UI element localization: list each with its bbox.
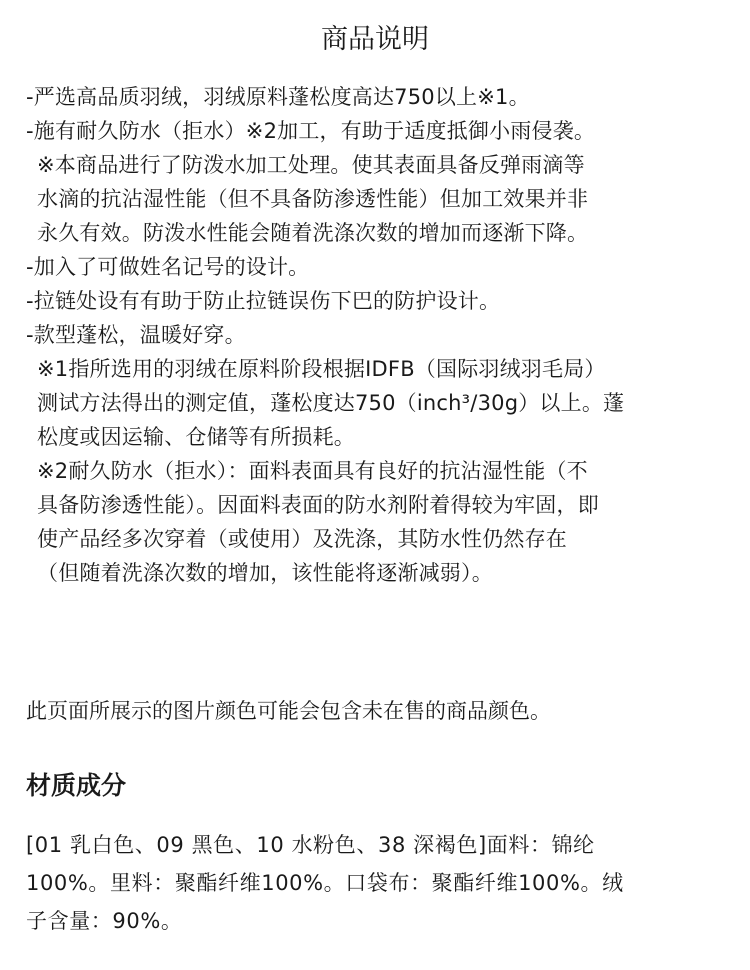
description-line: ※本商品进行了防泼水加工处理。使其表面具备反弹雨滴等 [37,153,585,177]
material-section-title: 材质成分 [26,771,127,800]
description-line: -施有耐久防水（拒水）※2加工，有助于适度抵御小雨侵袭。 [26,119,596,143]
description-line: （但随着洗涤次数的增加，该性能将逐渐减弱）。 [37,561,493,585]
description-line: 水滴的抗沾湿性能（但不具备防渗透性能）但加工效果并非 [37,187,589,211]
material-block [26,826,738,940]
description-line: 使产品经多次穿着（或使用）及洗涤，其防水性仍然存在 [37,527,567,551]
description-block [26,80,738,590]
description-line: -严选高品质羽绒，羽绒原料蓬松度高达750以上※1。 [26,85,530,109]
description-line: -拉链处设有有助于防止拉链误伤下巴的防护设计。 [26,289,501,313]
material-line: 子含量：90%。 [26,909,183,933]
material-line: 100%。里料：聚酯纤维100%。口袋布：聚酯纤维100%。绒 [26,871,624,895]
description-line: 测试方法得出的测定值，蓬松度达750（inch³/30g）以上。蓬 [37,391,625,415]
description-line: 松度或因运输、仓储等有所损耗。 [37,425,355,449]
material-line: [01 乳白色、09 黑色、10 水粉色、38 深褐色]面料：锦纶 [26,833,595,857]
description-line: ※1指所选用的羽绒在原料阶段根据IDFB（国际羽绒羽毛局） [37,357,606,381]
description-line: 永久有效。防泼水性能会随着洗涤次数的增加而逐渐下降。 [37,221,589,245]
description-line: 具备防渗透性能）。因面料表面的防水剂附着得较为牢固，即 [37,493,599,517]
color-notice: 此页面所展示的图片颜色可能会包含未在售的商品颜色。 [26,699,551,723]
description-line: -加入了可做姓名记号的设计。 [26,255,310,279]
page-title: 商品说明 [321,24,429,55]
description-line: -款型蓬松，温暖好穿。 [26,323,246,347]
description-line: ※2耐久防水（拒水）：面料表面具有良好的抗沾湿性能（不 [37,459,588,483]
